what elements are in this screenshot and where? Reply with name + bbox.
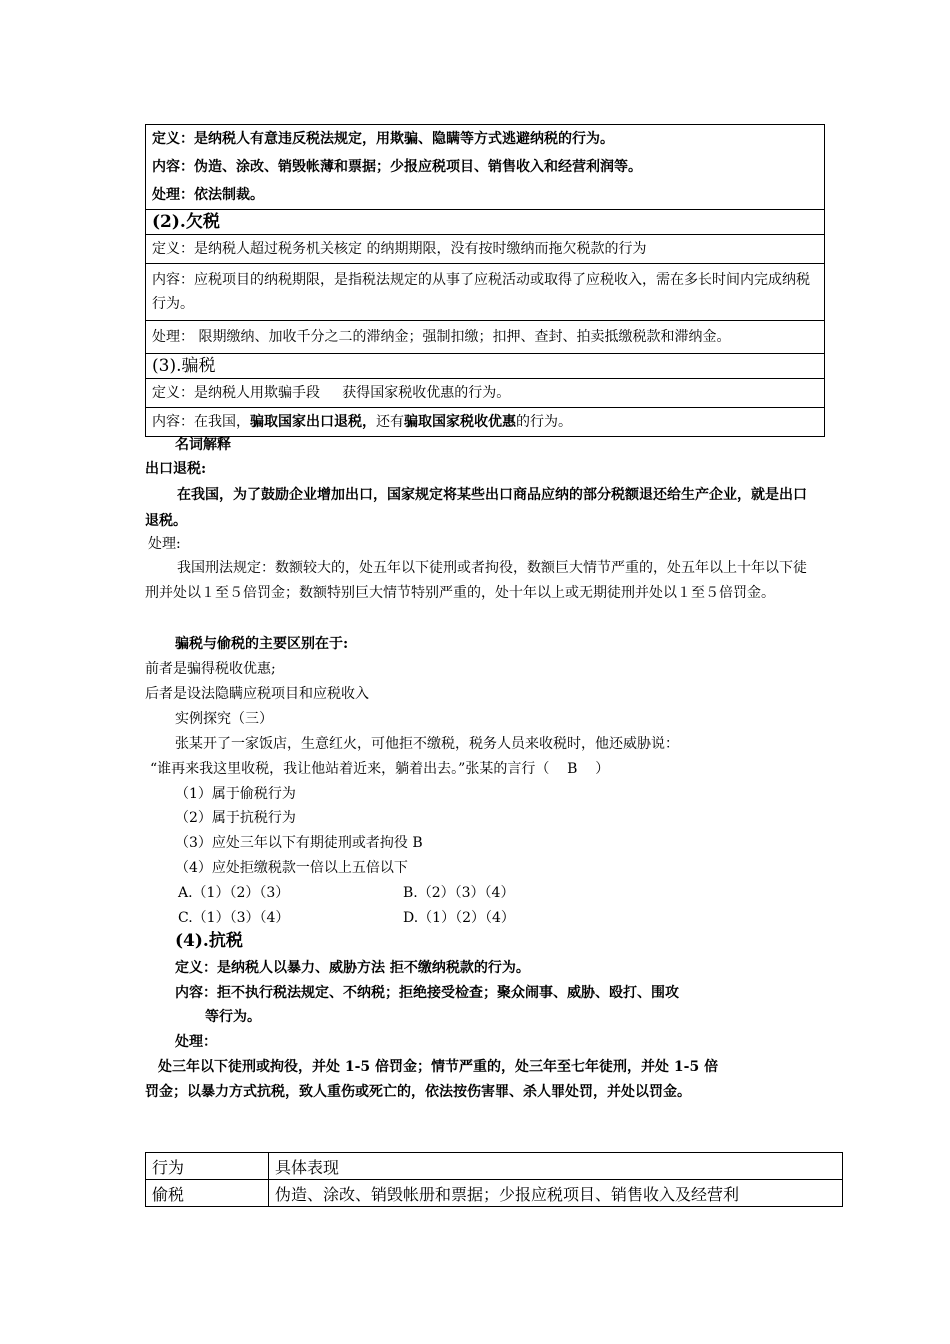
- row-text: 的行为。: [516, 414, 572, 430]
- row-text: 还有: [376, 414, 404, 430]
- export-title: 出口退税:: [145, 461, 207, 477]
- list-item: （4）应处拒缴税款一倍以上五倍以下: [175, 860, 408, 876]
- row-label: 定义：: [152, 131, 194, 147]
- header-cell: 行为: [146, 1153, 269, 1180]
- diff-item-2: 后者是设法隐瞒应税项目和应税收入: [145, 686, 369, 702]
- row-text: 是纳税人有意违反税法规定，用欺骗、隐瞒等方式逃避纳税的行为。: [194, 131, 614, 147]
- table-header-row: [146, 1153, 843, 1180]
- section-title-resist: (4).抗税: [175, 931, 243, 951]
- resist-handle-label: 处理：: [175, 1034, 217, 1050]
- list-item: （2）属于抗税行为: [175, 810, 296, 826]
- table-row: [146, 181, 824, 209]
- section-title-arrears: (2).欠税: [146, 209, 824, 234]
- option-c: C.（1）（3）（4）: [178, 910, 290, 926]
- handle-text: 我国刑法规定：数额较大的，处五年以下徒刑或者拘役，数额巨大情节严重的，处五年以上十年以下徒刑并处以１至５倍罚金；数额特别巨大情节特别严重的，处十年以上或无期徒刑并处以１至５倍罚金。: [145, 560, 807, 601]
- option-d: D.（1）（2）（4）: [403, 910, 515, 926]
- tax-behavior-table: [145, 124, 825, 437]
- table-row: 处理： 限期缴纳、加收千分之二的滞纳金；强制扣缴；扣押、查封、拍卖抵缴税款和滞纳金。: [146, 320, 824, 353]
- diff-title: 骗税与偷税的主要区别在于:: [175, 636, 349, 652]
- row-text-bold: 骗取国家税收优惠: [404, 414, 516, 430]
- row-text: 伪造、涂改、销毁帐薄和票据；少报应税项目、销售收入和经营利润等。: [194, 159, 642, 175]
- row-label: 内容：: [152, 159, 194, 175]
- row-text-bold: 骗取国家出口退税，: [250, 414, 376, 430]
- table-row: [146, 407, 824, 436]
- case-line: “谁再来我这里收税，我让他站着近来，躺着出去。”张某的言行（ B ）: [150, 761, 610, 777]
- term-heading: 名词解释: [175, 437, 231, 453]
- list-item: （3）应处三年以下有期徒刑或者拘役 B: [175, 835, 423, 851]
- resist-handle-text: 处三年以下徒刑或拘役，并处 1-5 倍罚金；情节严重的，处三年至七年徒刑，并处 1-5 倍: [158, 1059, 719, 1075]
- row-text: 依法制裁。: [194, 187, 264, 203]
- option-b: B.（2）（3）（4）: [403, 885, 515, 901]
- resist-definition: 定义：是纳税人以暴力、威胁方法 拒不缴纳税款的行为。: [175, 960, 530, 976]
- case-title: 实例探究（三）: [175, 711, 273, 727]
- resist-handle-text: 罚金；以暴力方式抗税，致人重伤或死亡的，依法按伤害罪、杀人罪处罚，并处以罚金。: [145, 1084, 691, 1100]
- section-title-fraud: (3).骗税: [146, 353, 824, 378]
- behavior-comparison-table: [145, 1152, 843, 1207]
- row-text: 内容：在我国，: [152, 414, 250, 430]
- table-row: 内容：应税项目的纳税期限，是指税法规定的从事了应税活动或取得了应税收入，需在多长时间内完成纳税行为。: [146, 263, 824, 320]
- option-a: A.（1）（2）（3）: [178, 885, 290, 901]
- case-line: 张某开了一家饭店，生意红火，可他拒不缴税，税务人员来收税时，他还威胁说：: [175, 736, 679, 752]
- table-cell: 伪造、涂改、销毁帐册和票据；少报应税项目、销售收入及经营利: [269, 1180, 843, 1207]
- row-label: 处理：: [152, 187, 194, 203]
- list-item: （1）属于偷税行为: [175, 786, 296, 802]
- diff-item-1: 前者是骗得税收优惠;: [145, 661, 276, 677]
- table-cell: 偷税: [146, 1180, 269, 1207]
- table-row: 定义：是纳税人超过税务机关核定 的纳期期限，没有按时缴纳而拖欠税款的行为: [146, 234, 824, 263]
- handle-label: 处理:: [148, 536, 181, 552]
- table-row: [146, 153, 824, 181]
- export-definition: 在我国，为了鼓励企业增加出口，国家规定将某些出口商品应纳的部分税额退还给生产企业，就是出口退税。: [145, 487, 807, 529]
- header-cell: 具体表现: [269, 1153, 843, 1180]
- resist-content: 内容：拒不执行税法规定、不纳税；拒绝接受检查；聚众闹事、威胁、殴打、围攻: [175, 985, 679, 1001]
- table-row: [146, 1180, 843, 1207]
- table-row: 定义：是纳税人用欺骗手段 获得国家税收优惠的行为。: [146, 378, 824, 407]
- table-row: [146, 125, 824, 153]
- resist-content: 等行为。: [205, 1009, 261, 1025]
